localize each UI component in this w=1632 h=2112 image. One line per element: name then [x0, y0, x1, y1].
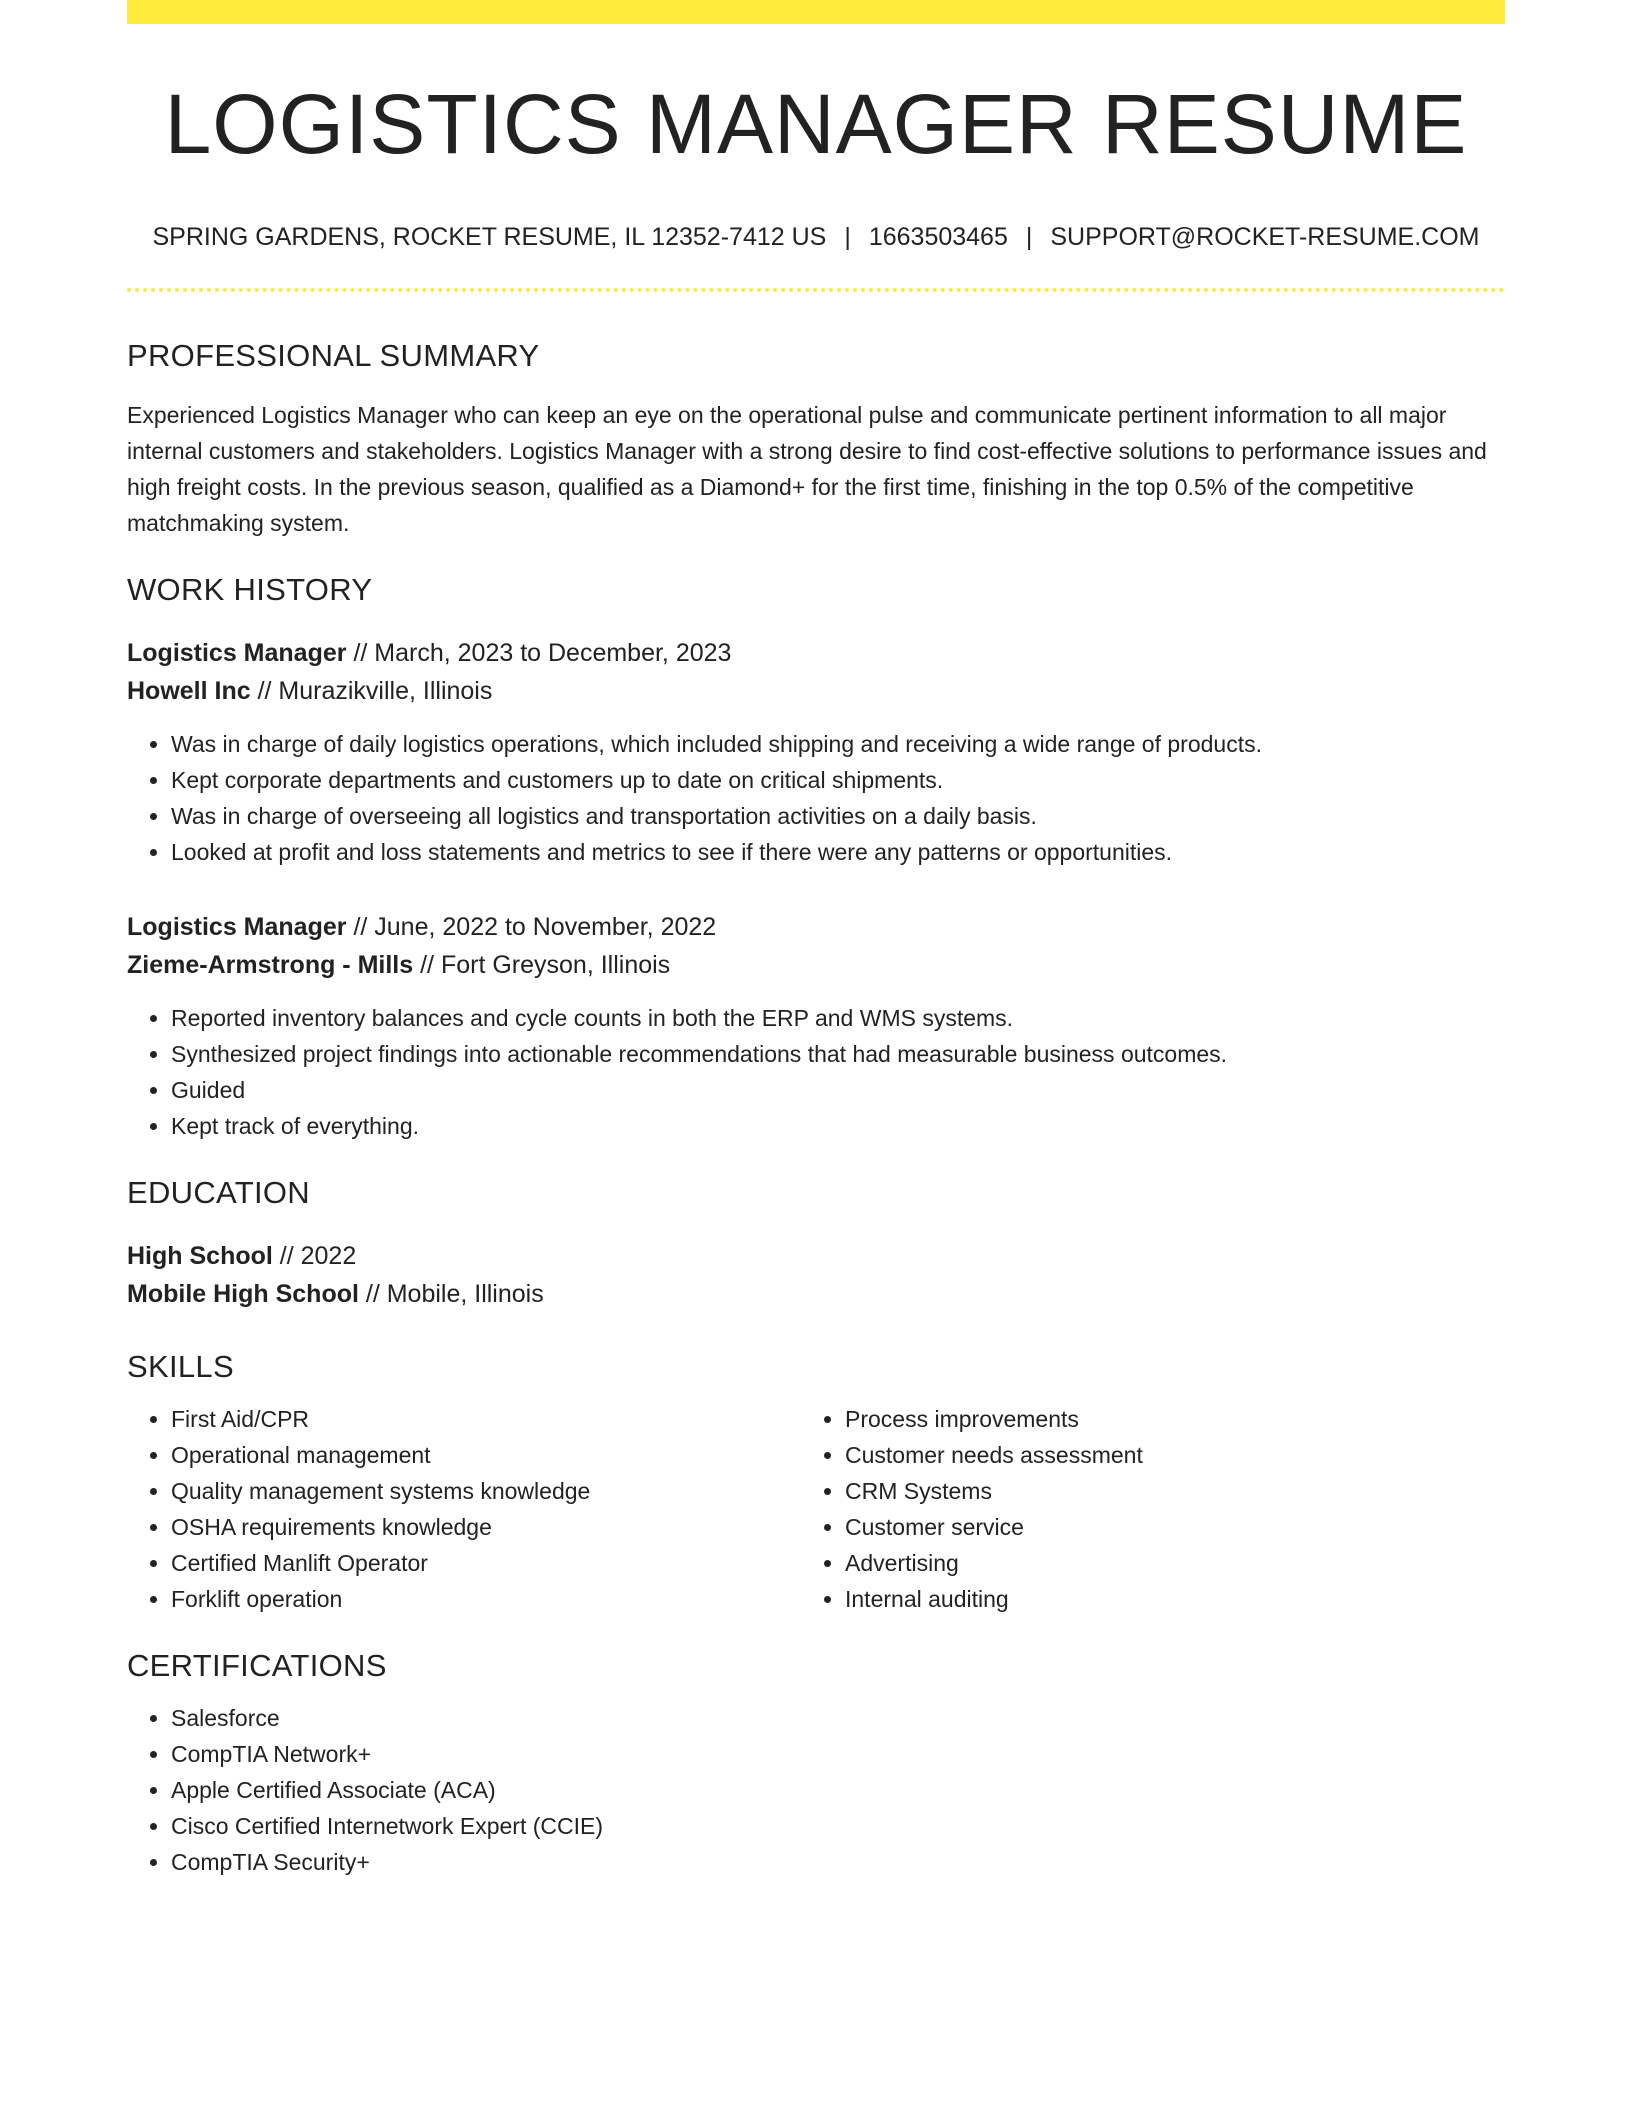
skills-list-right: [801, 1401, 1475, 1617]
education-entry: [127, 1237, 1505, 1313]
summary-heading: PROFESSIONAL SUMMARY: [127, 338, 540, 374]
job-company: Zieme-Armstrong - Mills: [127, 950, 414, 979]
education-heading: EDUCATION: [127, 1174, 310, 1210]
job-title-line: [127, 634, 1505, 672]
certification-item: • Cisco Certified Internetwork Expert (CCIE): [171, 1808, 1505, 1844]
job-bullet-list: [127, 726, 1505, 870]
job-bullet: • Was in charge of daily logistics operations, which included shipping and receiving a wide range of products.: [171, 726, 1505, 762]
skills-columns: [127, 1401, 1505, 1617]
education-degree-line: [127, 1237, 1505, 1275]
job-location: // Murazikville, Illinois: [250, 676, 493, 705]
job-dates: // June, 2022 to November, 2022: [346, 912, 717, 941]
job-dates: // March, 2023 to December, 2023: [346, 638, 732, 667]
job-bullet-list: [127, 1000, 1505, 1144]
contact-email: SUPPORT@ROCKET-RESUME.COM: [1050, 223, 1480, 252]
certification-item: • Salesforce: [171, 1700, 1505, 1736]
skill-item: • First Aid/CPR: [171, 1401, 801, 1437]
skill-item: • Quality management systems knowledge: [171, 1473, 801, 1509]
job-bullet: • Was in charge of overseeing all logistics and transportation activities on a daily basis.: [171, 798, 1505, 834]
education-location: // Mobile, Illinois: [358, 1279, 544, 1308]
resume-title: LOGISTICS MANAGER RESUME: [164, 77, 1468, 171]
education-degree: High School: [127, 1241, 273, 1270]
resume-page: [127, 0, 1505, 1880]
job-title: Logistics Manager: [127, 638, 347, 667]
work-history-heading: WORK HISTORY: [127, 571, 373, 607]
contact-separator: |: [844, 223, 851, 252]
skill-item: • CRM Systems: [845, 1473, 1475, 1509]
job-bullet: • Reported inventory balances and cycle counts in both the ERP and WMS systems.: [171, 1000, 1505, 1036]
skill-item: • Advertising: [845, 1545, 1475, 1581]
job-company: Howell Inc: [127, 676, 251, 705]
education-school-line: [127, 1275, 1505, 1313]
job-title-line: [127, 908, 1505, 946]
skill-item: • Forklift operation: [171, 1581, 801, 1617]
accent-top-bar: [127, 0, 1505, 24]
education-school: Mobile High School: [127, 1279, 359, 1308]
certifications-heading: CERTIFICATIONS: [127, 1648, 387, 1684]
job-bullet: • Kept corporate departments and customers up to date on critical shipments.: [171, 762, 1505, 798]
contact-line: [127, 223, 1505, 252]
job-entry: [127, 634, 1505, 870]
job-company-line: [127, 946, 1505, 984]
job-bullet: • Looked at profit and loss statements and metrics to see if there were any patterns or opportunities.: [171, 834, 1505, 870]
dotted-divider: [127, 288, 1505, 292]
job-bullet: • Synthesized project findings into actionable recommendations that had measurable business outcomes.: [171, 1036, 1505, 1072]
certification-item: • Apple Certified Associate (ACA): [171, 1772, 1505, 1808]
skill-item: • OSHA requirements knowledge: [171, 1509, 801, 1545]
skill-item: • Internal auditing: [845, 1581, 1475, 1617]
education-year: // 2022: [272, 1241, 357, 1270]
summary-text: Experienced Logistics Manager who can keep an eye on the operational pulse and communicate pertinent information to all major internal customers and stakeholders. Logistics Manager with a strong desire to find cost-effective solutions to performance issues and high freight costs. In the previous season, qualified as a Diamond+ for the first time, finishing in the top 0.5% of the competitive matchmaking system.: [127, 401, 1487, 536]
job-location: // Fort Greyson, Illinois: [413, 950, 671, 979]
skill-item: • Process improvements: [845, 1401, 1475, 1437]
skill-item: • Certified Manlift Operator: [171, 1545, 801, 1581]
job-bullet: • Guided: [171, 1072, 1505, 1108]
certification-item: • CompTIA Security+: [171, 1844, 1505, 1880]
certification-item: • CompTIA Network+: [171, 1736, 1505, 1772]
skills-heading: SKILLS: [127, 1348, 234, 1384]
skill-item: • Operational management: [171, 1437, 801, 1473]
job-company-line: [127, 672, 1505, 710]
job-entry: [127, 908, 1505, 1144]
job-title: Logistics Manager: [127, 912, 347, 941]
skill-item: • Customer needs assessment: [845, 1437, 1475, 1473]
contact-phone: 1663503465: [868, 223, 1008, 252]
skill-item: • Customer service: [845, 1509, 1475, 1545]
job-bullet: • Kept track of everything.: [171, 1108, 1505, 1144]
contact-address: SPRING GARDENS, ROCKET RESUME, IL 12352-7412 US: [152, 223, 827, 252]
contact-separator: |: [1025, 223, 1033, 252]
certifications-list: [127, 1700, 1505, 1880]
skills-list-left: [127, 1401, 801, 1617]
